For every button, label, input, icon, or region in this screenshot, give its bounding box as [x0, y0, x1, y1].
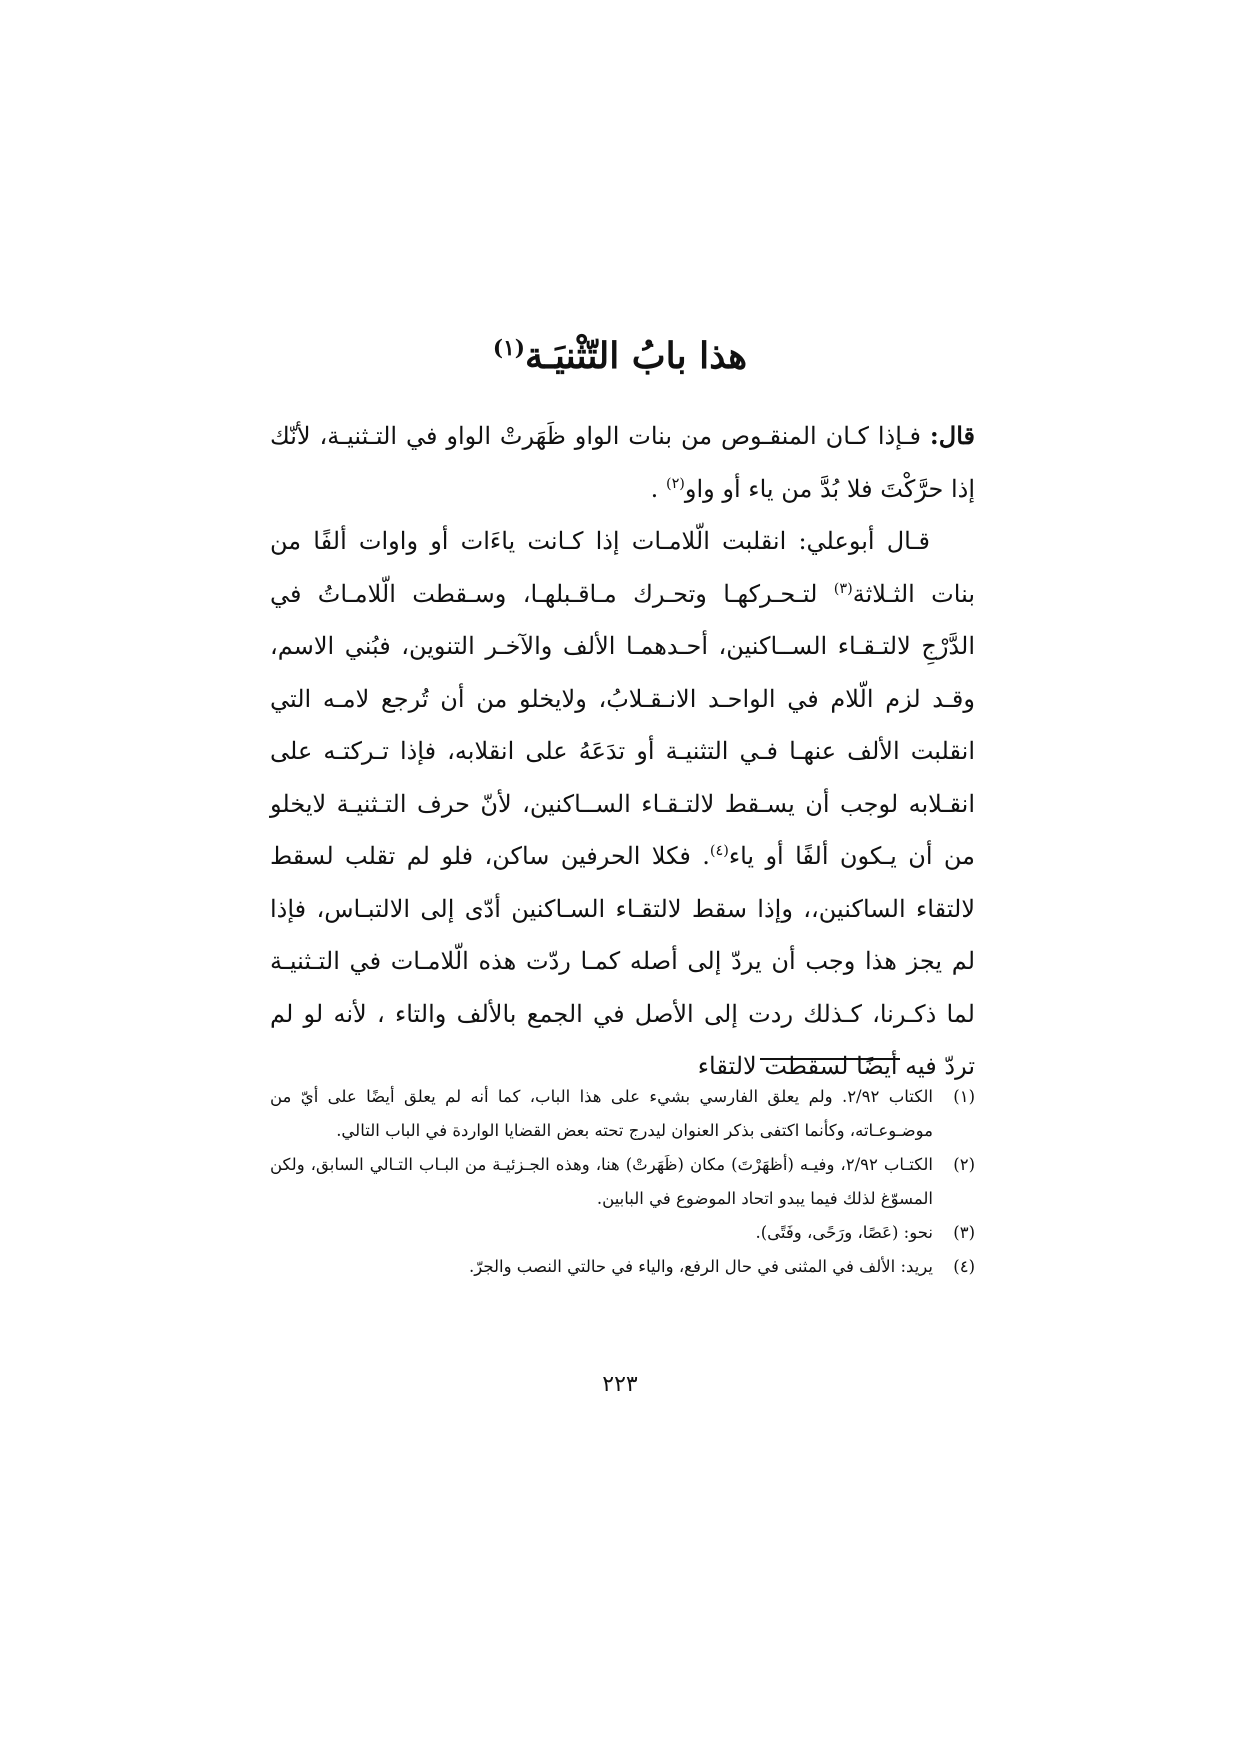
footnotes: [270, 1080, 975, 1284]
main-text: [270, 410, 975, 1093]
paragraph-2-part-1: قـال أبوعلي: انقلبت الّلامـات إذا كـانت ياءَات أو واوات ألفًا من بنات الثـلاثة: [270, 527, 975, 608]
footnote-number: (١): [953, 1087, 975, 1106]
footnote-1: [270, 1080, 975, 1148]
footnote-number: (٤): [953, 1257, 975, 1276]
footnote-divider: [760, 1058, 900, 1060]
footnote-4: [270, 1250, 975, 1284]
footnote-number: (٢): [953, 1155, 975, 1174]
paragraph-2: [270, 515, 975, 1093]
paragraph-2-part-3: . فكلا الحرفين ساكن، فلو لم تقلب لسقط لالتقاء الساكنين،، وإذا سقط لالتقـاء السـاكنين أدّى إلى الالتبـاس، فإذا لم يجز هذا وجب أن يردّ إلى أصله كمـا ردّت هذه الّلامـات في التـثنيـة لما ذكـرنا، كـذلك ردت إلى الأصل في الجمع بالألف والتاء ، لأنه لو لم تردّ فيه أيضًا لسقطت لالتقاء: [270, 842, 976, 1080]
footnote-3: [270, 1216, 975, 1250]
footnote-number: (٣): [953, 1223, 975, 1242]
page-number: ٢٢٣: [602, 1372, 638, 1397]
footnote-text: الكتاب ٢/٩٢. ولم يعلق الفارسي بشيء على هذا الباب، كما أنه لم يعلق أيضًا على أيّ من موضـوعـاته، وكأنما اكتفى بذكر العنوان ليدرج تحته بعض القضايا الواردة في الباب التالي.: [270, 1087, 933, 1140]
footnote-text: الكتـاب ٢/٩٢، وفيـه (أظهَرْتَ) مكان (ظَهَرتْ) هنا، وهذه الجـزئيـة من البـاب التـالي السابق، ولكن المسوّغ لذلك فيما يبدو اتحاد الموضوع في البابين.: [270, 1155, 933, 1208]
chapter-title: هذا بابُ التّثْنيَـة: [524, 335, 748, 377]
footnote-text: نحو: (عَصًا، ورَحًى، وفَتًى).: [755, 1223, 933, 1242]
chapter-heading: [0, 335, 1240, 377]
heading-footnote-ref[interactable]: (١): [492, 336, 525, 361]
paragraph-1: [270, 410, 975, 515]
footnote-ref-2[interactable]: (٢): [665, 475, 685, 492]
footnote-2: [270, 1148, 975, 1216]
speaker-label: قال:: [929, 421, 975, 450]
paragraph-1-text: فـإذا كـان المنقـوص من بنات الواو ظَهَرتْ الواو في التـثنيـة، لأنّك إذا حرَّكْتَ فلا بُدَّ من ياء أو واو: [270, 422, 975, 503]
footnote-text: يريد: الألف في المثنى في حال الرفع، والياء في حالتي النصب والجرّ.: [468, 1257, 933, 1276]
footnote-ref-4[interactable]: (٤): [709, 843, 729, 859]
footnote-ref-3[interactable]: (٣): [833, 580, 853, 597]
paragraph-2-part-2: لتـحـركهـا وتحـرك مـاقـبلهـا، وسـقطت الّلامـاتُ في الدَّرْجِ لالتـقـاء الســاكنين، أحـدهمـا الألف والآخـر التنوين، فبُني الاسم، وقـد لزم الّلام في الواحـد الانـقـلابُ، ولايخلو من أن تُرجع لامـه التي انقلبت الألف عنهـا فـي التثنيـة أو تدَعَهُ على انقلابه، فإذا تـركتـه على انقـلابه لوجب أن يسـقط لالتـقـاء الســاكنين، لأنّ حرف التـثنيـة لايخلو من أن يـكون ألفًا أو ياء: [270, 579, 975, 870]
paragraph-1-tail: .: [650, 474, 666, 503]
